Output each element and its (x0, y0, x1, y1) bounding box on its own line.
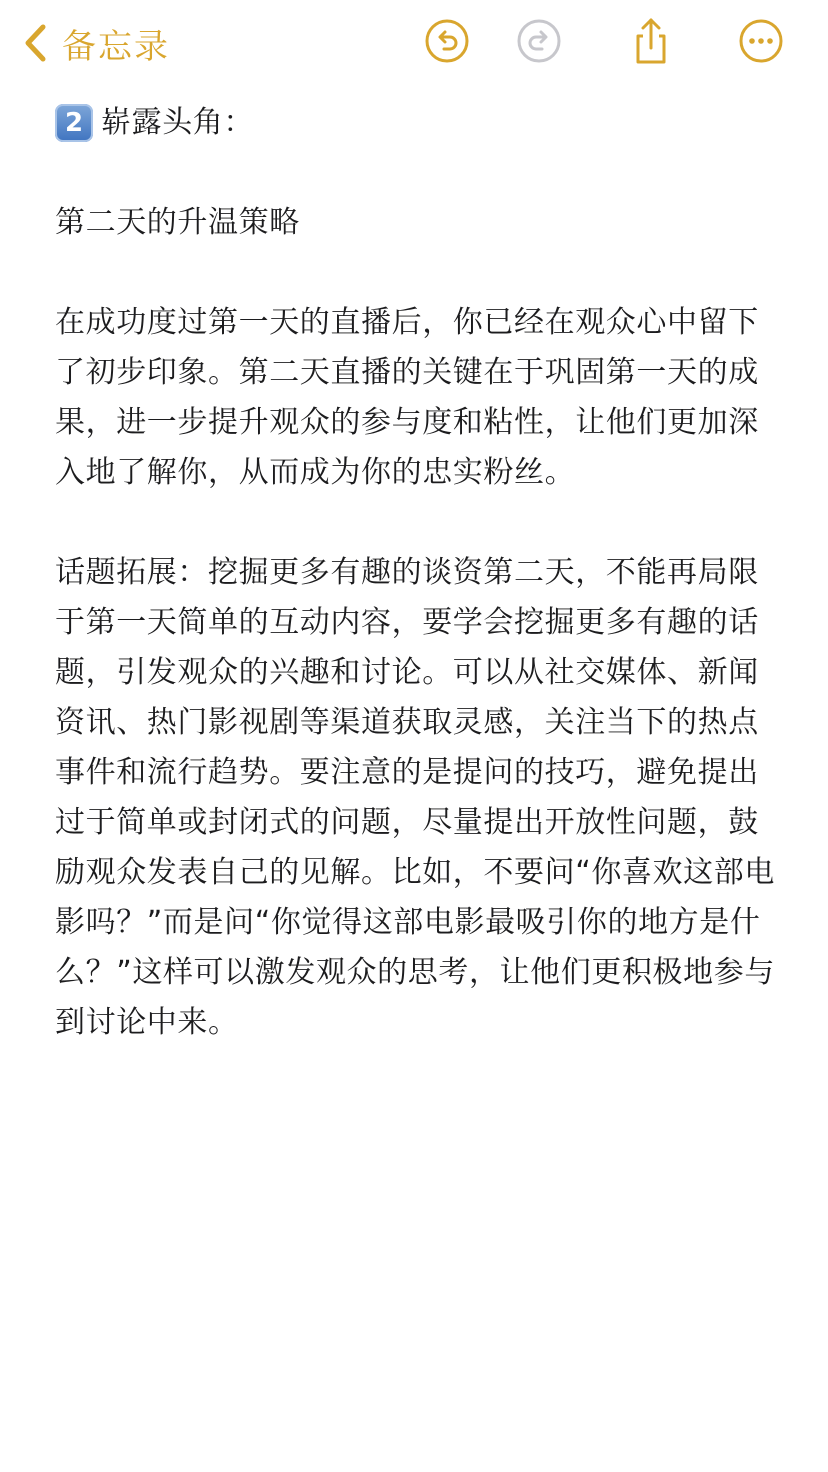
undo-icon (424, 18, 470, 68)
more-button[interactable] (736, 18, 786, 68)
back-label: 备忘录 (62, 26, 170, 67)
share-icon (628, 16, 674, 70)
note-body[interactable] (55, 98, 780, 1048)
back-button[interactable] (22, 18, 170, 68)
redo-button[interactable] (514, 18, 564, 68)
note-heading (55, 98, 780, 148)
blank-line (55, 148, 780, 198)
share-button[interactable] (626, 18, 676, 68)
heading-text: 崭露头角： (101, 105, 254, 140)
blank-line (55, 248, 780, 298)
more-icon (738, 18, 784, 68)
chevron-left-icon (22, 21, 50, 65)
blank-line (55, 498, 780, 548)
note-paragraph-1: 在成功度过第一天的直播后，你已经在观众心中留下了初步印象。第二天直播的关键在于巩固第一天的成果，进一步提升观众的参与度和粘性，让他们更加深入地了解你，从而成为你的忠实粉丝。 (55, 305, 759, 490)
redo-icon (516, 18, 562, 68)
note-paragraph-2: 话题拓展：挖掘更多有趣的谈资第二天，不能再局限于第一天简单的互动内容，要学会挖掘更多有趣的话题，引发观众的兴趣和讨论。可以从社交媒体、新闻资讯、热门影视剧等渠道获取灵感，关注当下的热点事件和流行趋势。要注意的是提问的技巧，避免提出过于简单或封闭式的问题，尽量提出开放性问题，鼓励观众发表自己的见解。比如，不要问“你喜欢这部电影吗？”而是问“你觉得这部电影最吸引你的地方是什么？”这样可以激发观众的思考，让他们更积极地参与到讨论中来。 (55, 555, 775, 1040)
navigation-bar (0, 0, 828, 90)
keycap-two-emoji: 2 (55, 104, 93, 142)
undo-button[interactable] (422, 18, 472, 68)
note-subtitle: 第二天的升温策略 (55, 205, 300, 240)
